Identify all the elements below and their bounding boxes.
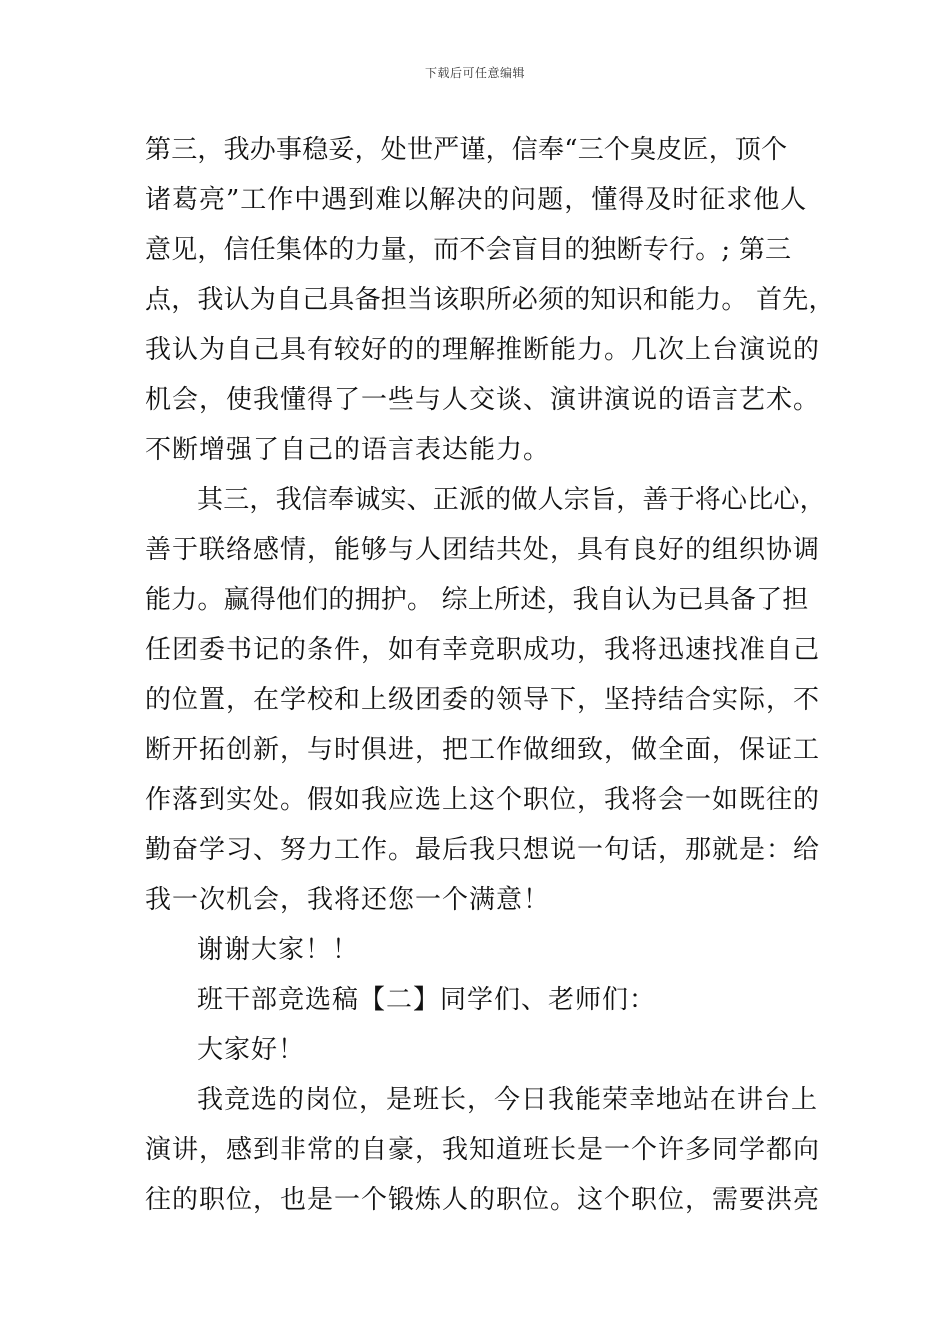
text-line: 演讲，感到非常的自豪，我知道班长是一个许多同学都向: [145, 1135, 821, 1165]
text-line: 机会，使我懂得了一些与人交谈、演讲演说的语言艺术。: [145, 385, 821, 415]
text-line: 我认为自己具有较好的的理解推断能力。几次上台演说的: [145, 335, 821, 365]
text-line: 不断增强了自己的语言表达能力。: [145, 435, 551, 465]
text-line: 断开拓创新，与时俱进，把工作做细致，做全面，保证工: [145, 735, 821, 765]
text-line: 班干部竞选稿【二】同学们、老师们：: [197, 985, 657, 1015]
text-line: 作落到实处。假如我应选上这个职位，我将会一如既往的: [145, 785, 821, 815]
text-line: 第三，我办事稳妥，处世严谨，信奉“三个臭皮匠，顶个: [145, 135, 788, 165]
text-line: 诸葛亮”工作中遇到难以解决的问题，懂得及时征求他人: [145, 185, 808, 215]
document-body: [145, 125, 835, 1225]
text-line: 任团委书记的条件，如有幸竞职成功，我将迅速找准自己: [145, 635, 821, 665]
text-line: 我竞选的岗位，是班长，今日我能荣幸地站在讲台上: [197, 1085, 819, 1115]
text-line: 我一次机会，我将还您一个满意！: [145, 885, 551, 915]
text-line: 点，我认为自己具备担当该职所必须的知识和能力。 首先，: [145, 285, 835, 315]
text-line: 谢谢大家！！: [197, 935, 360, 965]
text-line: 的位置，在学校和上级团委的领导下，坚持结合实际，不: [145, 685, 821, 715]
text-line: 大家好！: [197, 1035, 306, 1065]
text-line: 善于联络感情，能够与人团结共处，具有良好的组织协调: [145, 535, 821, 565]
text-line: 往的职位，也是一个锻炼人的职位。这个职位，需要洪亮: [145, 1185, 821, 1215]
text-line: 意见，信任集体的力量，而不会盲目的独断专行。; 第三: [145, 235, 792, 265]
text-line: 能力。赢得他们的拥护。 综上所述，我自认为已具备了担: [145, 585, 809, 615]
page-header: 下载后可任意编辑: [424, 66, 525, 80]
text-line: 其三，我信奉诚实、正派的做人宗旨，善于将心比心，: [197, 485, 826, 515]
text-line: 勤奋学习、努力工作。最后我只想说一句话，那就是：给: [145, 835, 821, 865]
